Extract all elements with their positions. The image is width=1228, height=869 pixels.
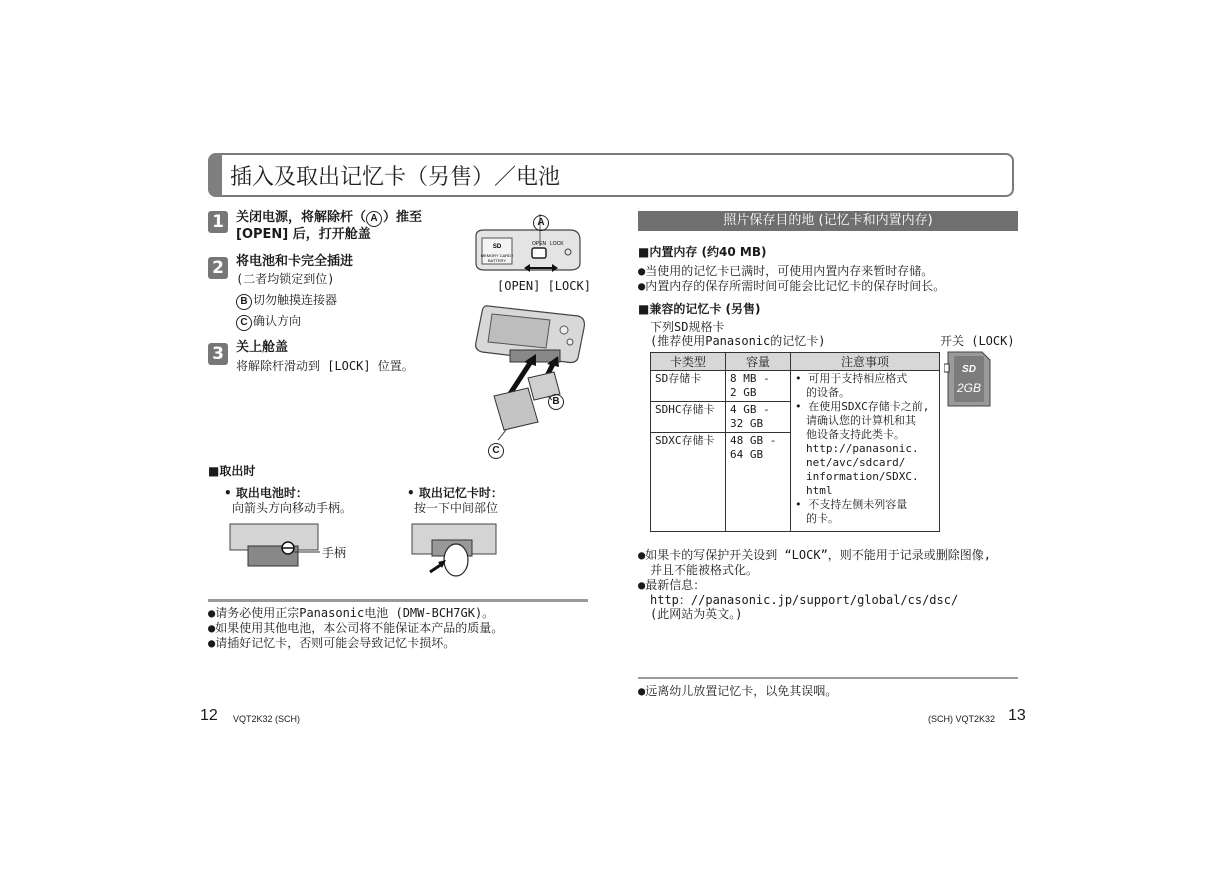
marker-c: C [236,315,252,331]
table-note-line: • 不支持左侧未列容量 [795,498,908,511]
table-header: 卡类型 [651,353,726,371]
card-type-table [650,352,940,532]
storage-section-title: 照片保存目的地 (记忆卡和内置内存) [638,211,1018,231]
left-page-number: 12 [200,707,218,724]
table-note-line: net/avc/sdcard/ [795,456,906,469]
battery-removal-title: • 取出电池时： [224,486,308,500]
table-note-line: • 在使用SDXC存储卡之前, [795,400,930,413]
card-push-illustration [410,520,498,580]
table-note-line: • 可用于支持相应格式 [795,372,908,385]
capacity-from: 48 GB - [730,434,777,447]
card-type-cell: SDHC存储卡 [651,402,726,433]
table-header: 注意事项 [791,353,940,371]
left-notes-rule [208,599,588,602]
card-type-cell: SDXC存储卡 [651,433,726,532]
step-3-sub: 将解除杆滑动到 [LOCK] 位置。 [236,359,414,373]
sd-logo-text: SD [492,244,502,250]
step-1-number: 1 [208,211,228,233]
sd-card-logo: SD [962,364,976,375]
table-header-row [651,353,940,371]
removal-heading: ■取出时 [208,464,256,478]
figure-marker-c: C [488,443,504,459]
notes-cell [791,371,940,532]
capacity-to: 32 GB [730,417,764,430]
marker-b: B [236,294,252,310]
capacity-from: 4 GB - [730,403,770,416]
title-accent-bar [208,153,222,197]
table-note-line: 的设备。 [795,386,850,399]
camera-open-text: OPEN [532,241,547,247]
step-2-number: 2 [208,257,228,279]
support-url: http：//panasonic.jp/support/global/cs/dsc/ [638,593,959,607]
table-note-line: information/SDXC. [795,470,919,483]
left-doc-code: VQT2K32 (SCH) [233,714,301,724]
camera-label-line2: BATTERY [487,258,507,263]
right-doc-code: (SCH) VQT2K32 [928,714,996,724]
right-note-3: ●最新信息： [638,578,706,592]
step-1-title-start: 关闭电源，将解除杆（ [236,210,367,225]
right-note-5: (此网站为英文。) [638,607,743,621]
table-note-line: 他设备支持此类卡。 [795,428,905,441]
capacity-to: 2 GB [730,386,757,399]
capacity-cell [726,433,791,532]
left-note-2: ●如果使用其他电池，本公司将不能保证本产品的质量。 [208,621,504,635]
battery-removal-text: 向箭头方向移动手柄。 [232,501,353,515]
right-footer-note: ●远离幼儿放置记忆卡，以免其误咽。 [638,684,838,698]
internal-note-1: ●当使用的记忆卡已满时，可使用内置内存来暂时存储。 [638,264,934,278]
lever-label: 手柄 [322,546,347,560]
figure-marker-a-wrap [533,210,550,231]
card-type-cell: SD存储卡 [651,371,726,402]
capacity-from: 8 MB - [730,372,770,385]
table-note-line: html [795,484,833,497]
figure-marker-b: B [548,394,564,410]
figure-marker-c-wrap [488,438,505,459]
step-2-note-c-text: 确认方向 [253,314,302,328]
step-2-note-c [236,314,301,331]
figure-marker-b-wrap [548,389,565,410]
right-note-2: 并且不能被格式化。 [638,563,759,577]
left-note-3: ●请插好记忆卡，否则可能会导致记忆卡损坏。 [208,636,456,650]
compatible-line-2: (推荐使用Panasonic的记忆卡) [650,334,826,348]
step-2-note-b [236,293,337,310]
step-3-number: 3 [208,343,228,365]
sd-card-capacity: 2GB [956,381,982,395]
table-header: 容量 [726,353,791,371]
marker-a: A [366,211,382,227]
open-lock-label: [OPEN] [LOCK] [497,279,591,293]
battery-card-insert-illustration [470,300,595,460]
internal-note-2: ●内置内存的保存所需时间可能会比记忆卡的保存时间长。 [638,279,946,293]
battery-lever-illustration [228,520,323,572]
camera-label-line1: MEMORY CARD / [480,253,514,258]
internal-memory-heading: ■内置内存 (约40 MB) [638,245,767,259]
table-note-line: 请确认您的计算机和其 [795,414,916,427]
step-3-title: 关上舱盖 [236,340,289,355]
step-2-sub: (二者均锁定到位) [236,272,335,286]
step-2-note-b-text: 切勿触摸连接器 [253,293,338,307]
card-removal-text: 按一下中间部位 [414,501,499,515]
capacity-cell [726,371,791,402]
step-1-title-line2: [OPEN] 后，打开舱盖 [236,227,371,242]
capacity-cell [726,402,791,433]
step-2-title: 将电池和卡完全插进 [236,254,354,269]
table-note-line: http://panasonic. [795,442,919,455]
right-note-1: ●如果卡的写保护开关设到 “LOCK”，则不能用于记录或删除图像, [638,548,992,562]
right-footer-rule [638,677,1018,679]
page-title: 插入及取出记忆卡（另售）／电池 [230,165,561,190]
lock-switch-label: 开关 (LOCK) [940,334,1015,348]
left-note-1: ●请务必使用正宗Panasonic电池 (DMW-BCH7GK)。 [208,606,495,620]
step-1-title [236,210,422,243]
compatible-line-1: 下列SD规格卡 [650,320,725,334]
table-row [651,371,940,402]
camera-lock-text: LOCK [550,241,564,247]
step-1-title-end: ）推至 [383,210,423,225]
compatible-cards-heading: ■兼容的记忆卡 (另售) [638,302,761,316]
right-page-number: 13 [1008,707,1026,724]
figure-marker-a: A [533,215,549,231]
table-note-line: 的卡。 [795,512,839,525]
sd-card-illustration [944,350,994,410]
capacity-to: 64 GB [730,448,764,461]
card-removal-title: • 取出记忆卡时： [407,486,503,500]
